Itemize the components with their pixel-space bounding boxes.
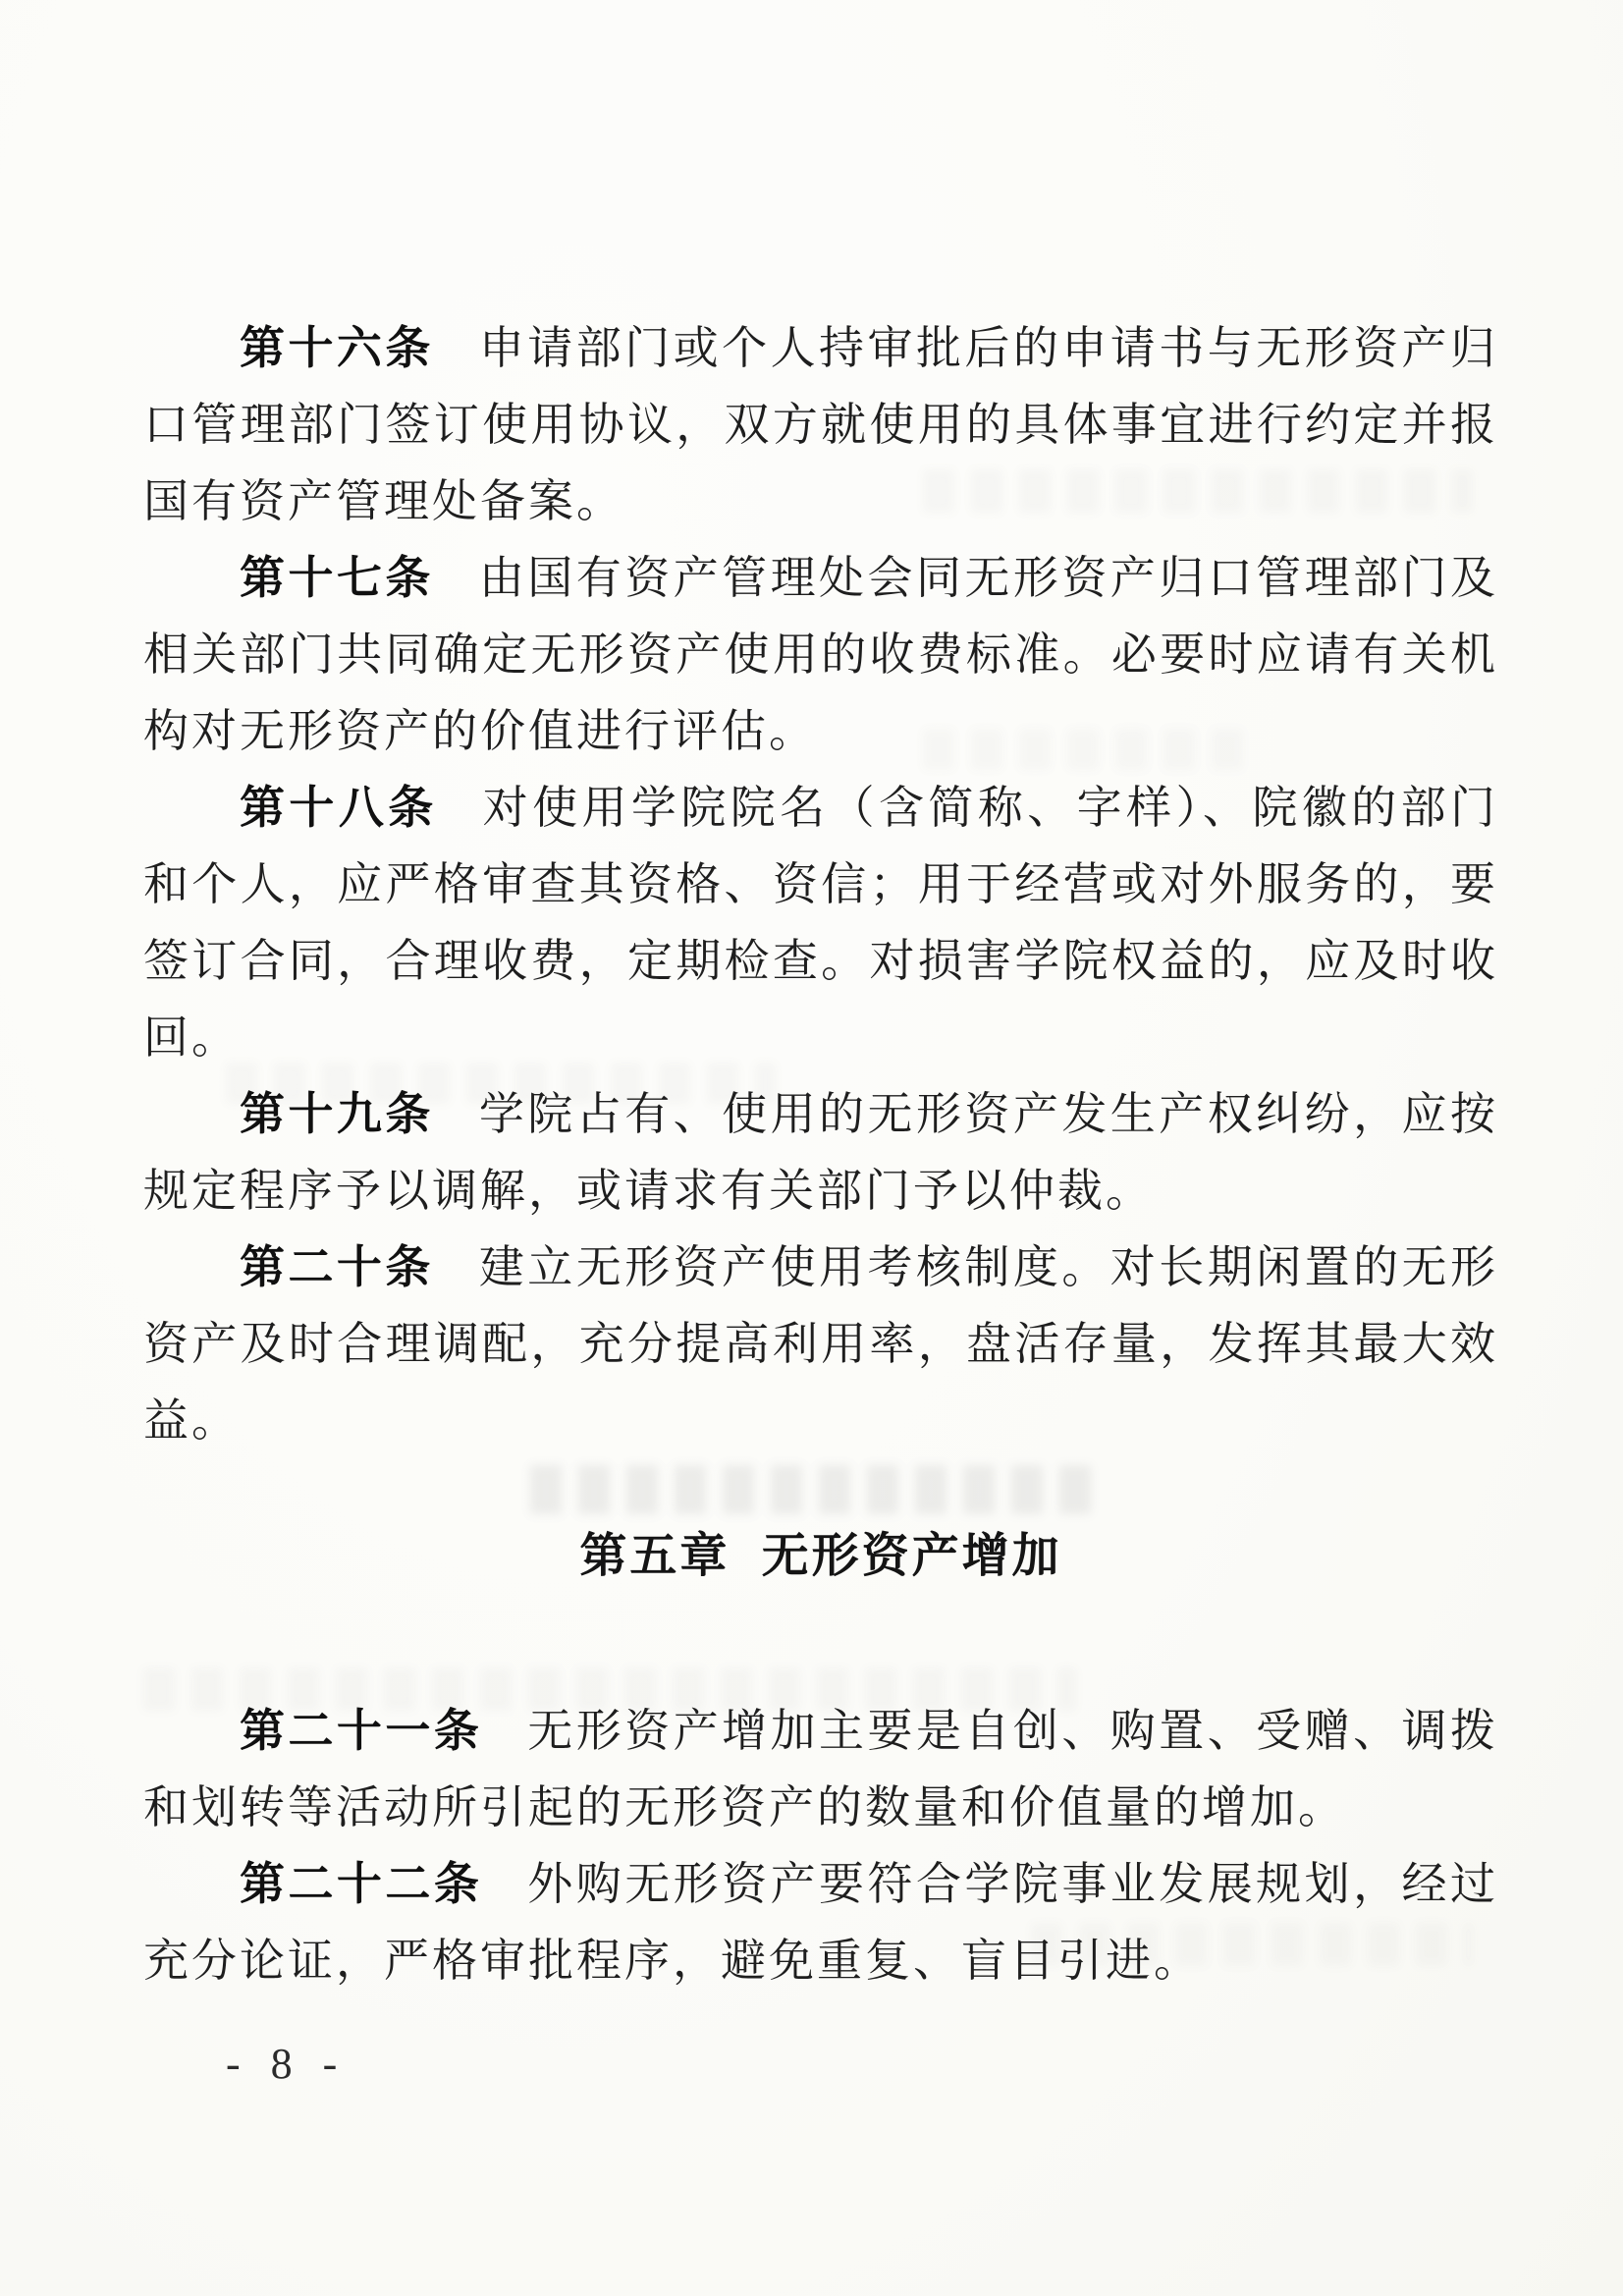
document-body bbox=[143, 310, 1498, 1999]
article-number: 第二十条 bbox=[240, 1242, 434, 1292]
article-text: 申请部门或个人持审批后的申请书与无形资产归口管理部门签订使用协议，双方就使用的具体事宜进行约定并报国有资产管理处备案。 bbox=[143, 323, 1499, 526]
article-number: 第二十二条 bbox=[240, 1859, 483, 1909]
article-text: 建立无形资产使用考核制度。对长期闲置的无形资产及时合理调配，充分提高利用率，盘活存量，发挥其最大效益。 bbox=[143, 1242, 1499, 1446]
article-paragraph-21 bbox=[143, 1693, 1498, 1846]
article-paragraph-18 bbox=[143, 770, 1498, 1076]
article-number: 第十七条 bbox=[240, 553, 434, 603]
article-text: 由国有资产管理处会同无形资产归口管理部门及相关部门共同确定无形资产使用的收费标准。必要时应请有关机构对无形资产的价值进行评估。 bbox=[143, 553, 1499, 756]
article-text: 学院占有、使用的无形资产发生产权纠纷，应按规定程序予以调解，或请求有关部门予以仲裁。 bbox=[143, 1089, 1499, 1216]
article-paragraph-20 bbox=[143, 1230, 1498, 1459]
page-number: - 8 - bbox=[226, 2040, 348, 2088]
chapter-heading: 第五章 无形资产增加 bbox=[579, 1530, 1062, 1582]
article-number: 第十九条 bbox=[240, 1089, 434, 1139]
article-paragraph-16 bbox=[143, 310, 1498, 540]
article-text: 无形资产增加主要是自创、购置、受赠、调拨和划转等活动所引起的无形资产的数量和价值量的增加。 bbox=[143, 1706, 1499, 1832]
article-text: 对使用学院院名（含简称、字样）、院徽的部门和个人，应严格审查其资格、资信；用于经营或对外服务的，要签订合同，合理收费，定期检查。对损害学院权益的，应及时收回。 bbox=[143, 783, 1499, 1063]
article-paragraph-17 bbox=[143, 540, 1498, 770]
article-text: 外购无形资产要符合学院事业发展规划，经过充分论证，严格审批程序，避免重复、盲目引进。 bbox=[143, 1859, 1499, 1986]
article-number: 第二十一条 bbox=[240, 1706, 483, 1756]
article-paragraph-19 bbox=[143, 1076, 1498, 1230]
article-paragraph-22 bbox=[143, 1846, 1498, 1999]
article-number: 第十八条 bbox=[240, 783, 438, 833]
article-number: 第十六条 bbox=[240, 323, 434, 373]
